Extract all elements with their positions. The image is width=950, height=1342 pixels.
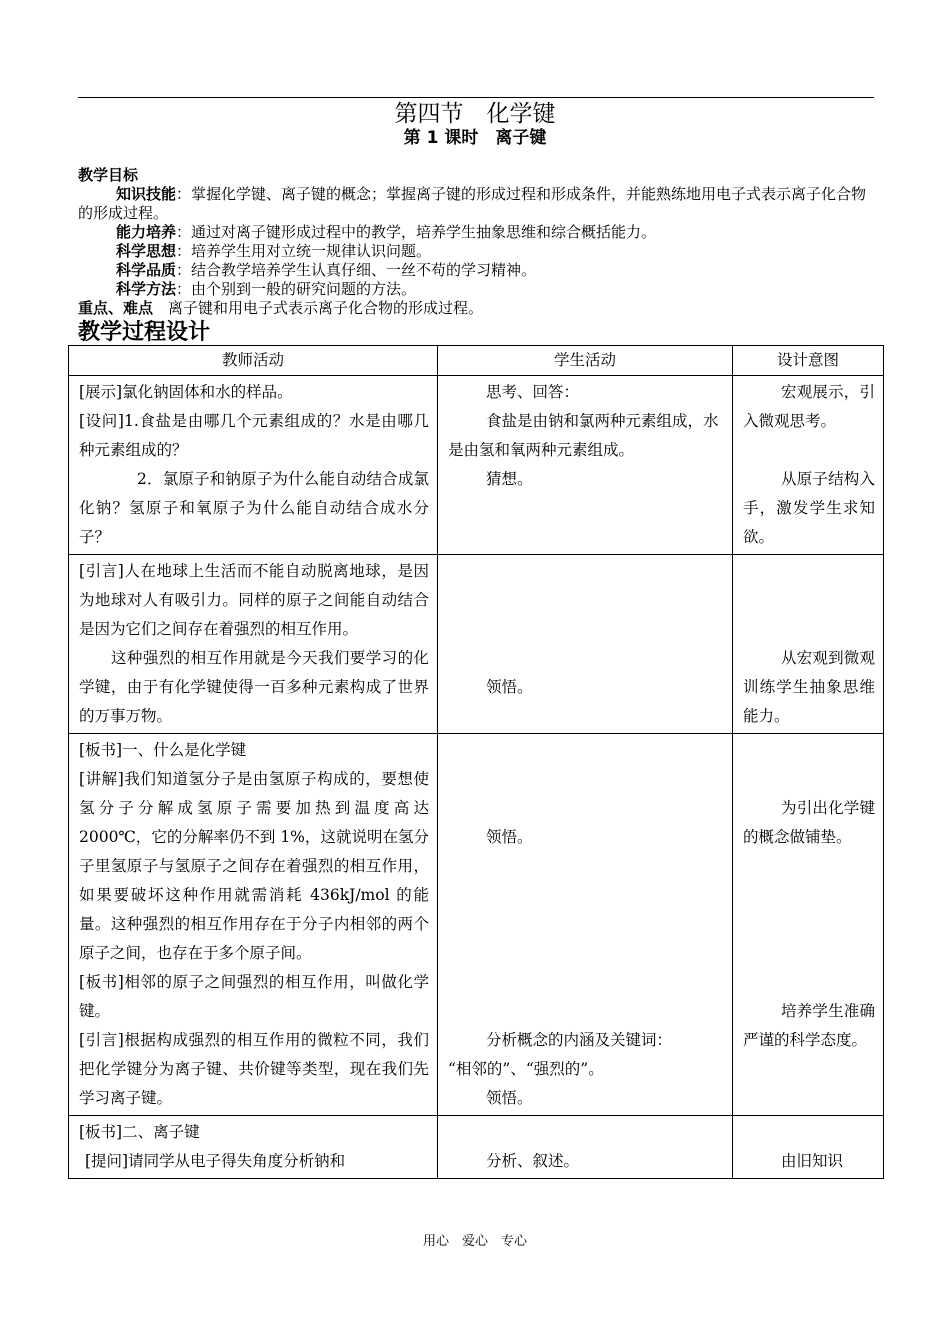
design-text: 由旧知识 (781, 1152, 844, 1170)
student-text: 分析、叙述。 (486, 1152, 580, 1170)
page-footer: 用心 爱心 专心 (422, 1234, 527, 1249)
objective-label: 能力培养 (116, 223, 177, 241)
objective-thought (78, 242, 878, 261)
teacher-cell (69, 1116, 438, 1179)
teacher-text: [提问]请同学从电子得失角度分析钠和 (85, 1152, 346, 1170)
design-text: 宏观展示，引入微观思考。 (743, 383, 875, 430)
objective-ability (78, 223, 878, 242)
key-points-text: 离子键和用电子式表示离子化合物的形成过程。 (153, 299, 484, 317)
objective-label: 科学品质 (116, 261, 177, 279)
student-text: 思考、回答： (486, 383, 580, 401)
header-student: 学生活动 (438, 346, 733, 376)
teacher-cell (69, 734, 438, 1116)
teacher-text: [讲解]我们知道氢分子是由氢原子构成的，要想使氢分子分解成氢原子需要加热到温度高达 2000℃，它的分解率仍不到 1%，这就说明在氢分子里氢原子与氢原子之间存在着强烈的相互作用，如果要破坏这种作用就需消耗 436kJ/mol 的能量。这种强烈的相互作用存在于分子内相邻的两个原子之间，也存在于多个原子间。 (79, 770, 429, 962)
student-text: 领悟。 (486, 1089, 533, 1107)
objective-method (78, 280, 878, 299)
design-text: 从原子结构入手，激发学生求知欲。 (743, 470, 875, 546)
student-cell (438, 1116, 733, 1179)
top-rule (78, 97, 874, 98)
objective-knowledge (78, 185, 878, 223)
student-cell (438, 555, 733, 734)
student-text: “相邻的”、“强烈的”。 (448, 1060, 604, 1078)
teacher-cell (69, 376, 438, 555)
page-subtitle: 第 1 课时 离子键 (403, 128, 547, 148)
teacher-text: [设问]1.食盐是由哪几个元素组成的？水是由哪几种元素组成的？ (79, 412, 429, 459)
objective-text: ：培养学生用对立统一规律认识问题。 (176, 242, 432, 260)
design-title: 教学过程设计 (78, 320, 211, 345)
table-row (69, 734, 884, 1116)
objective-text: ：结合教学培养学生认真仔细、一丝不苟的学习精神。 (176, 261, 537, 279)
objective-text: ：掌握化学键、离子键的概念；掌握离子键的形成过程和形成条件，并能熟练地用电子式表示离子化合物的形成过程。 (78, 185, 867, 222)
lesson-table (68, 345, 884, 1179)
student-text: 猜想。 (486, 470, 533, 488)
design-cell (733, 734, 884, 1116)
page-title: 第四节 化学键 (394, 101, 556, 127)
teacher-text: [板书]一、什么是化学键 (79, 741, 247, 759)
table-header-row (69, 346, 884, 376)
teacher-text: [板书]二、离子键 (79, 1123, 200, 1141)
table-row (69, 555, 884, 734)
student-text: 领悟。 (486, 678, 533, 696)
objective-label: 科学方法 (116, 280, 177, 298)
student-text: 食盐是由钠和氯两种元素组成，水是由氢和氧两种元素组成。 (448, 412, 719, 459)
design-cell (733, 1116, 884, 1179)
objective-text: ：通过对离子键形成过程中的教学，培养学生抽象思维和综合概括能力。 (176, 223, 657, 241)
teacher-text: [板书]相邻的原子之间强烈的相互作用，叫做化学键。 (79, 973, 429, 1020)
objective-text: ：由个别到一般的研究问题的方法。 (176, 280, 417, 298)
objective-quality (78, 261, 878, 280)
student-cell (438, 376, 733, 555)
table-row (69, 376, 884, 555)
design-text: 培养学生准确严谨的科学态度。 (743, 1002, 875, 1049)
key-points (78, 299, 878, 318)
teacher-text: 这种强烈的相互作用就是今天我们要学习的化学键，由于有化学键使得一百多种元素构成了世界的万事万物。 (79, 649, 429, 725)
design-cell (733, 555, 884, 734)
teacher-text: [展示]氯化钠固体和水的样品。 (79, 383, 293, 401)
student-text: 分析概念的内涵及关键词： (486, 1031, 673, 1049)
objective-label: 知识技能 (116, 185, 177, 203)
design-text: 从宏观到微观训练学生抽象思维能力。 (743, 649, 875, 725)
design-cell (733, 376, 884, 555)
student-cell (438, 734, 733, 1116)
table-row (69, 1116, 884, 1179)
teacher-text: [引言]人在地球上生活而不能自动脱离地球，是因为地球对人有吸引力。同样的原子之间能自动结合是因为它们之间存在着强烈的相互作用。 (79, 562, 429, 638)
teacher-cell (69, 555, 438, 734)
design-text: 为引出化学键的概念做铺垫。 (743, 799, 875, 846)
student-text: 领悟。 (486, 828, 533, 846)
teacher-text: 2．氯原子和钠原子为什么能自动结合成氯化钠？氢原子和氧原子为什么能自动结合成水分子？ (79, 470, 429, 546)
objectives-heading: 教学目标 (78, 166, 139, 184)
teaching-objectives (78, 166, 878, 318)
header-design: 设计意图 (733, 346, 884, 376)
objective-label: 科学思想 (116, 242, 177, 260)
key-points-label: 重点、难点 (78, 299, 154, 317)
header-teacher: 教师活动 (69, 346, 438, 376)
teacher-text: [引言]根据构成强烈的相互作用的微粒不同，我们把化学键分为离子键、共价键等类型，现在我们先学习离子键。 (79, 1031, 429, 1107)
